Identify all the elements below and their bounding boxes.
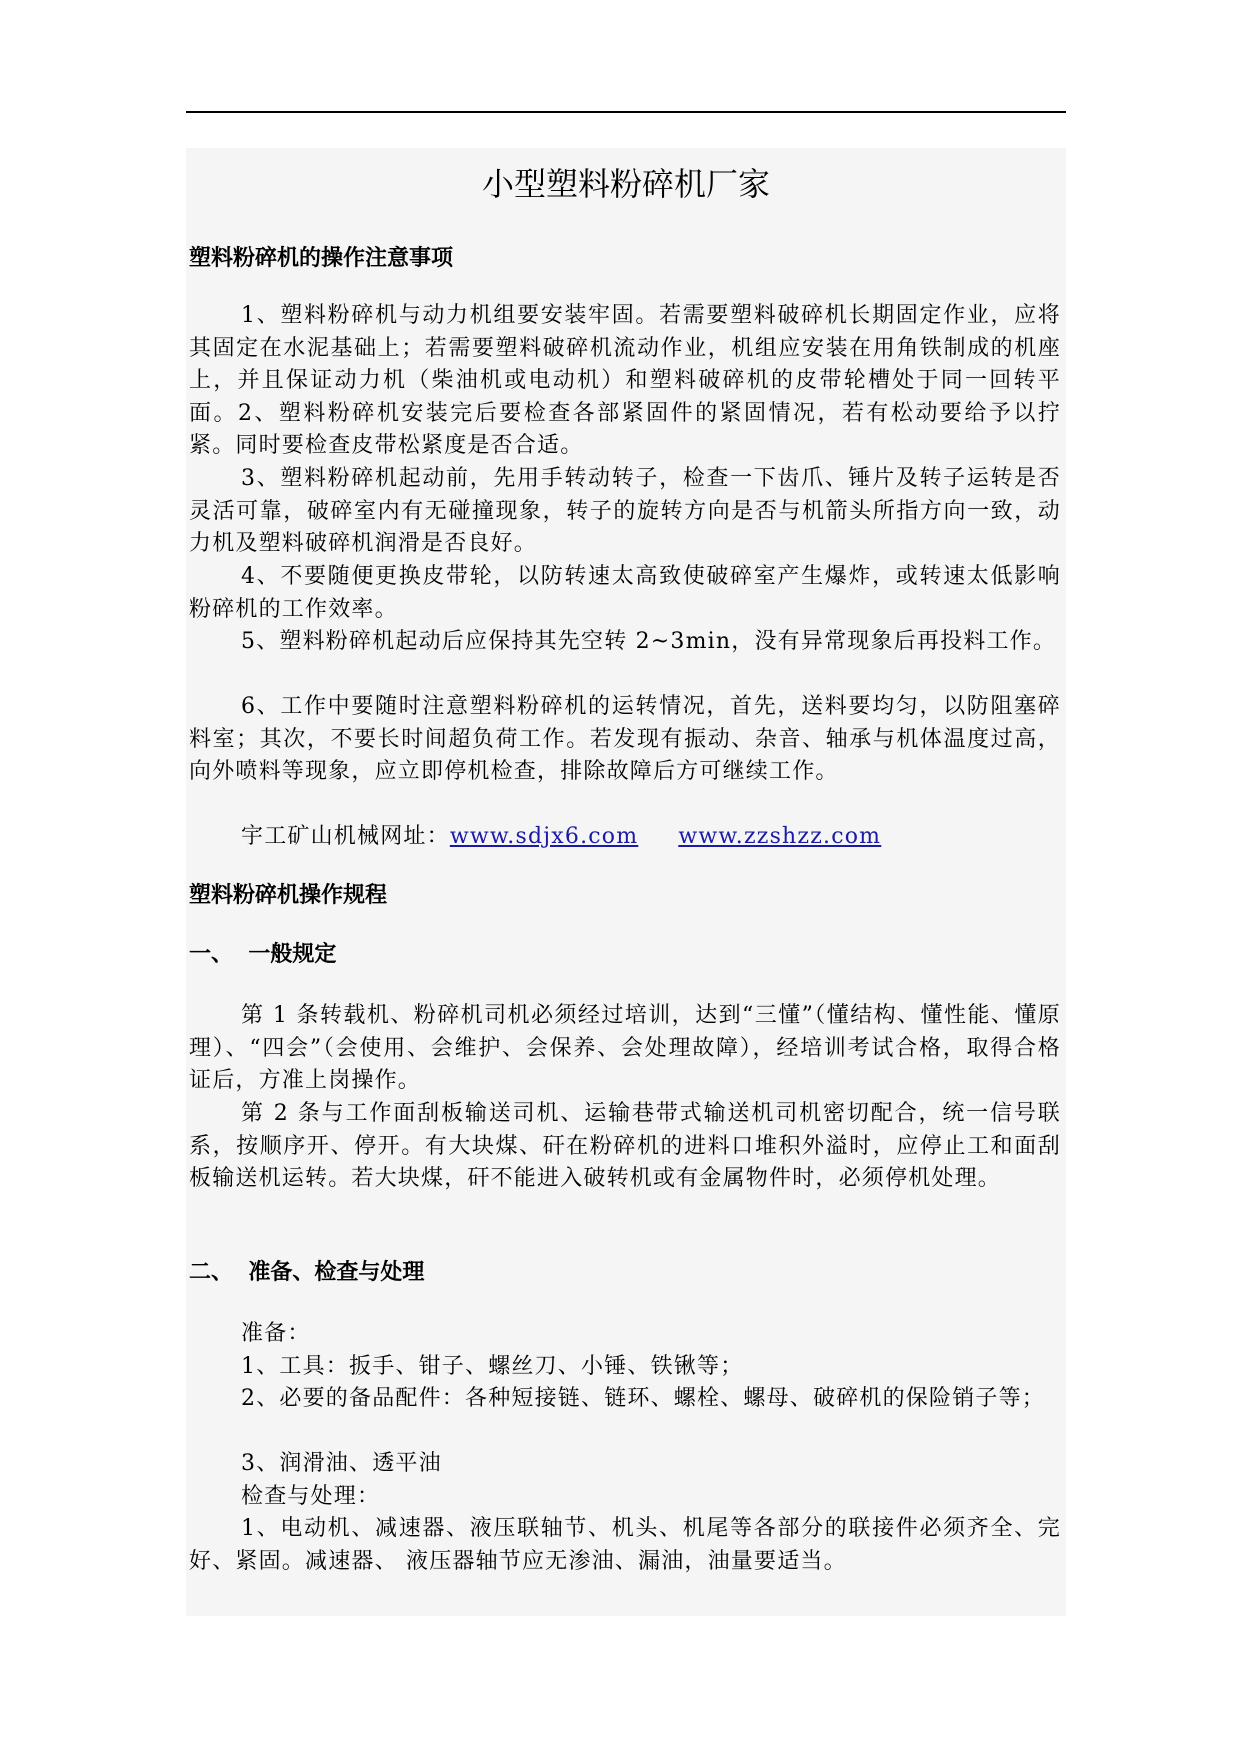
prep-label: 准备：	[241, 1321, 311, 1346]
inspection-item-1: 1、电动机、减速器、液压联轴节、机头、机尾等各部分的联接件必须齐全、完好、紧固。减速器、 液压器轴节应无渗油、漏油，油量要适当。	[189, 1516, 1061, 1574]
document-page	[186, 148, 1066, 1616]
prep-item-spares: 2、必要的备品配件：各种短接链、链环、螺栓、螺母、破碎机的保险销子等；	[241, 1386, 1045, 1411]
paragraph-rule-2: 第 2 条与工作面刮板输送司机、运输巷带式输送机司机密切配合，统一信号联系，按顺序开、停开。有大块煤、矸在粉碎机的进料口堆积外溢时，应停止工和面刮板输送机运转。若大块煤，矸不能进入破转机或有金属物件时，必须停机处理。	[189, 1101, 1061, 1192]
website-label: 宇工矿山机械网址：	[241, 824, 450, 849]
inspection-label: 检查与处理：	[241, 1484, 381, 1509]
prep-item-tools: 1、工具：扳手、钳子、螺丝刀、小锤、铁锹等；	[241, 1354, 744, 1379]
section-heading-procedures: 塑料粉碎机操作规程	[189, 883, 388, 908]
website-line	[189, 821, 1061, 854]
section-heading-precautions: 塑料粉碎机的操作注意事项	[189, 246, 454, 271]
paragraph-precaution-1: 1、塑料粉碎机与动力机组要安装牢固。若需要塑料破碎机长期固定作业，应将其固定在水泥基础上；若需要塑料破碎机流动作业，机组应安装在用角铁制成的机座上，并且保证动力机（柴油机或电动机）和塑料破碎机的皮带轮槽处于同一回转平面。2、塑料粉碎机安装完后要检查各部紧固件的紧固情况，若有松动要给予以拧紧。同时要检查皮带松紧度是否合适。	[189, 303, 1061, 459]
paragraph-rule-1: 第 1 条转载机、粉碎机司机必须经过培训，达到“三懂”（懂结构、懂性能、懂原理）、“四会”（会使用、会维护、会保养、会处理故障），经培训考试合格，取得合格证后，方准上岗操作。	[189, 1003, 1061, 1094]
paragraph-precaution-6: 6、工作中要随时注意塑料粉碎机的运转情况，首先，送料要均匀，以防阻塞碎料室；其次，不要长时间超负荷工作。若发现有振动、杂音、轴承与机体温度过高，向外喷料等现象，应立即停机检查，排除故障后方可继续工作。	[189, 694, 1061, 785]
section-heading-preparation: 二、 准备、检查与处理	[189, 1260, 425, 1285]
prep-item-oil: 3、润滑油、透平油	[241, 1451, 442, 1476]
website-link-zzshzz[interactable]: www.zzshzz.com	[678, 824, 882, 849]
header-rule	[186, 111, 1066, 113]
paragraph-precaution-5: 5、塑料粉碎机起动后应保持其先空转 2~3min，没有异常现象后再投料工作。	[241, 629, 1057, 654]
website-link-sdjx6[interactable]: www.sdjx6.com	[449, 824, 639, 849]
paragraph-precaution-4: 4、不要随便更换皮带轮，以防转速太高致使破碎室产生爆炸，或转速太低影响粉碎机的工作效率。	[189, 564, 1061, 622]
section-heading-general-rules: 一、 一般规定	[189, 942, 337, 967]
paragraph-precaution-3: 3、塑料粉碎机起动前，先用手转动转子，检查一下齿爪、锤片及转子运转是否灵活可靠，破碎室内有无碰撞现象，转子的旋转方向是否与机箭头所指方向一致，动力机及塑料破碎机润滑是否良好。	[189, 466, 1061, 557]
document-title: 小型塑料粉碎机厂家	[481, 165, 770, 203]
